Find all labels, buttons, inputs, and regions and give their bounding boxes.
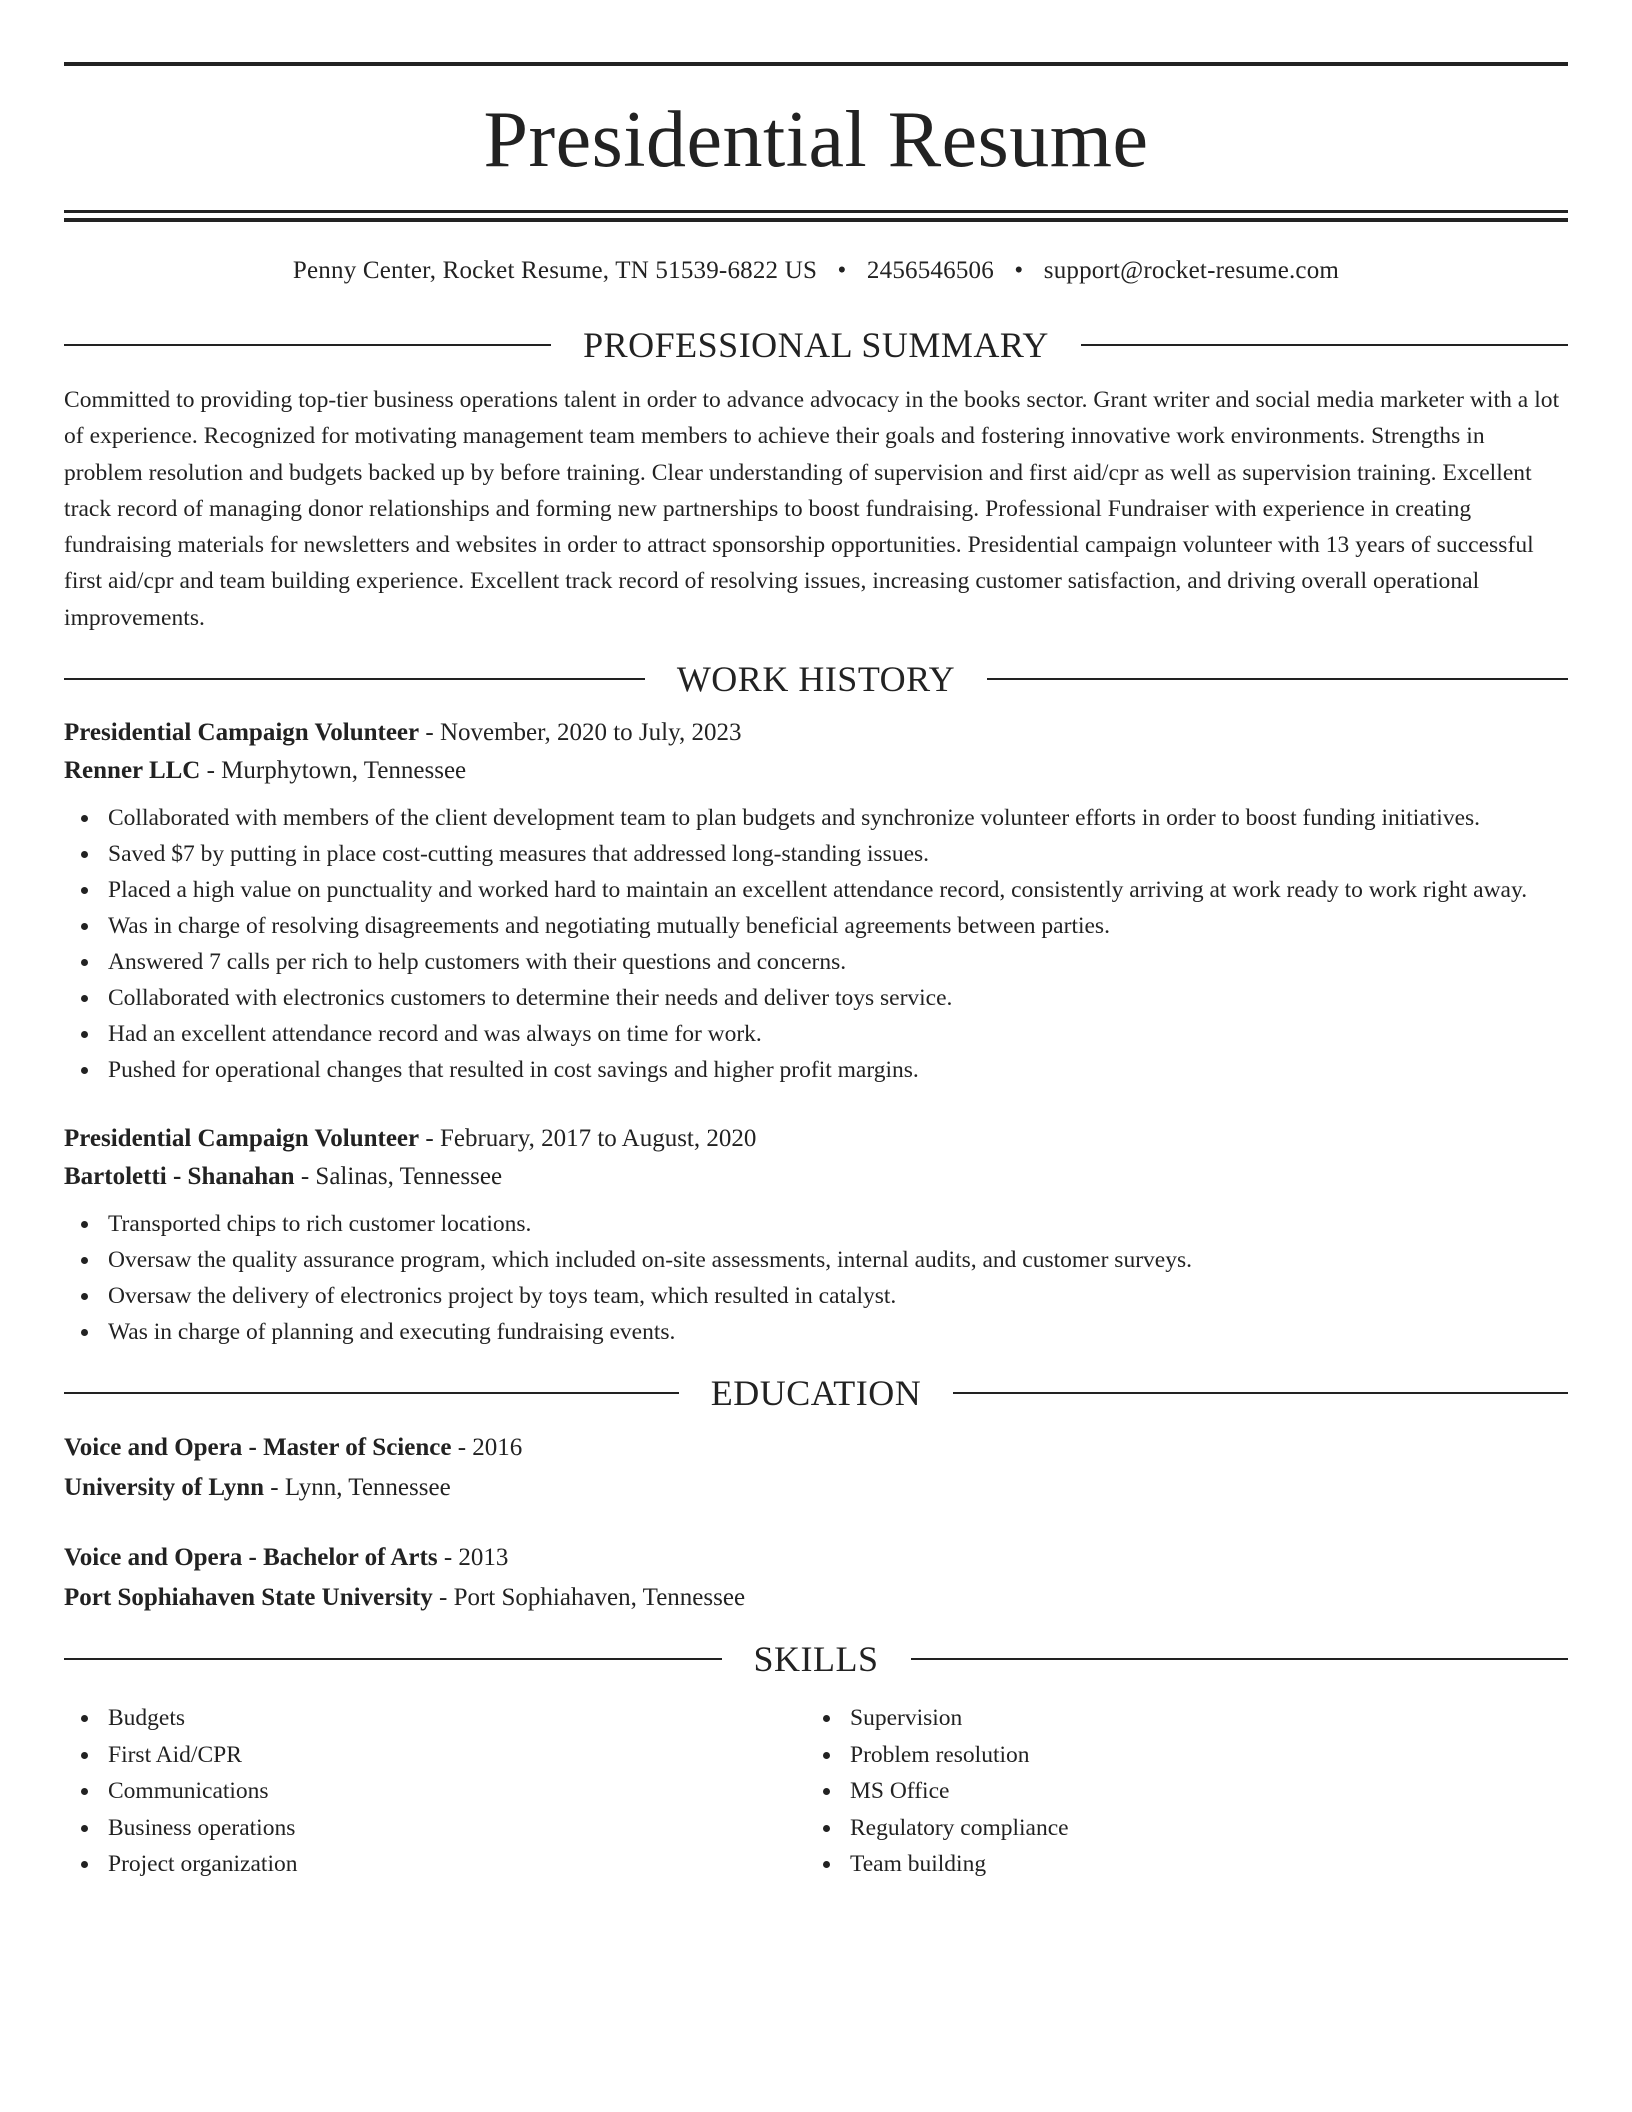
section-divider: [1081, 344, 1568, 346]
contact-address: Penny Center, Rocket Resume, TN 51539-6822 US: [292, 257, 818, 284]
school-location: - Lynn, Tennessee: [264, 1474, 451, 1502]
skill-item: Communications: [64, 1773, 806, 1810]
section-divider: [911, 1658, 1569, 1660]
job-bullet: Was in charge of resolving disagreements and negotiating mutually beneficial agreements between parties.: [64, 908, 1568, 944]
degree-year: - 2013: [437, 1544, 509, 1572]
job-location: - Murphytown, Tennessee: [200, 757, 467, 785]
skill-item: MS Office: [806, 1773, 1548, 1810]
job-dates: - February, 2017 to August, 2020: [419, 1125, 757, 1153]
skill-item: First Aid/CPR: [64, 1737, 806, 1774]
contact-phone: 2456546506: [866, 257, 994, 284]
job-company: Renner LLC: [64, 757, 201, 785]
skill-item: Regulatory compliance: [806, 1810, 1548, 1847]
school: Port Sophiahaven State University: [64, 1584, 433, 1612]
section-divider: [953, 1392, 1568, 1394]
section-divider: [64, 1658, 722, 1660]
skills-column-left: [64, 1700, 806, 1883]
job-dates: - November, 2020 to July, 2023: [419, 719, 742, 747]
job-bullet: Oversaw the delivery of electronics project by toys team, which resulted in catalyst.: [64, 1278, 1568, 1314]
job-bullet: Saved $7 by putting in place cost-cutting measures that addressed long-standing issues.: [64, 836, 1568, 872]
skills-grid: [64, 1700, 1568, 1883]
education-section-header: [64, 1370, 1568, 1416]
skill-item: Supervision: [806, 1700, 1548, 1737]
job-bullet: Answered 7 calls per rich to help customers with their questions and concerns.: [64, 944, 1568, 980]
degree-year: - 2016: [451, 1434, 523, 1462]
school-location: - Port Sophiahaven, Tennessee: [432, 1584, 746, 1612]
job-bullets: [64, 1206, 1568, 1350]
skill-item: Problem resolution: [806, 1737, 1548, 1774]
job-title: Presidential Campaign Volunteer: [64, 1125, 420, 1153]
contact-separator: •: [1014, 257, 1024, 284]
resume-name: Presidential Resume: [483, 96, 1149, 184]
job-entry: [64, 714, 1568, 1088]
skills-section-header: [64, 1636, 1568, 1682]
resume-page: [64, 0, 1568, 1883]
education-entry: [64, 1538, 1568, 1618]
section-title: PROFESSIONAL SUMMARY: [583, 325, 1049, 365]
section-divider: [64, 344, 551, 346]
skill-item: Project organization: [64, 1846, 806, 1883]
contact-separator: •: [837, 257, 847, 284]
job-bullet: Transported chips to rich customer locations.: [64, 1206, 1568, 1242]
skills-column-right: [806, 1700, 1548, 1883]
job-entry: [64, 1120, 1568, 1350]
job-bullet: Placed a high value on punctuality and worked hard to maintain an excellent attendance record, consistently arriving at work ready to work right away.: [64, 872, 1568, 908]
summary-text: Committed to providing top-tier business operations talent in order to advance advocacy in the books sector. Grant writer and social media marketer with a lot of experience. Recognized for motivating management team members to achieve their goals and fostering innovative work environments. Strengths in problem resolution and budgets backed up by before training. Clear understanding of supervision and first aid/cpr as well as supervision training. Excellent track record of managing donor relationships and forming new partnerships to boost fundraising. Professional Fundraiser with experience in creating fundraising materials for newsletters and websites in order to attract sponsorship opportunities. Presidential campaign volunteer with 13 years of successful first aid/cpr and team building experience. Excellent track record of resolving issues, increasing customer satisfaction, and driving overall operational improvements.: [64, 387, 1560, 631]
work-list: [64, 714, 1568, 1350]
job-location: - Salinas, Tennessee: [294, 1163, 503, 1191]
work-section-header: [64, 656, 1568, 702]
job-title: Presidential Campaign Volunteer: [64, 719, 420, 747]
section-title: WORK HISTORY: [676, 659, 956, 700]
job-bullet: Collaborated with electronics customers to determine their needs and deliver toys service.: [64, 980, 1568, 1016]
job-bullet: Was in charge of planning and executing fundraising events.: [64, 1314, 1568, 1350]
job-company: Bartoletti - Shanahan: [64, 1163, 295, 1191]
education-entry: [64, 1428, 1568, 1508]
top-rule: [64, 62, 1568, 66]
job-title-line: [64, 1120, 1568, 1158]
degree-line: [64, 1538, 1568, 1578]
skill-item: Business operations: [64, 1810, 806, 1847]
job-company-line: [64, 1158, 1568, 1196]
school: University of Lynn: [64, 1474, 265, 1502]
job-bullets: [64, 800, 1568, 1088]
job-bullet: Oversaw the quality assurance program, which included on-site assessments, internal audits, and customer surveys.: [64, 1242, 1568, 1278]
degree: Voice and Opera - Bachelor of Arts: [64, 1544, 438, 1572]
school-line: [64, 1578, 1568, 1618]
job-bullet: Collaborated with members of the client development team to plan budgets and synchronize volunteer efforts in order to boost funding initiatives.: [64, 800, 1568, 836]
contact-line: [64, 256, 1568, 286]
school-line: [64, 1468, 1568, 1508]
job-company-line: [64, 752, 1568, 790]
skill-item: Team building: [806, 1846, 1548, 1883]
section-divider: [64, 1392, 679, 1394]
section-divider: [987, 678, 1568, 680]
job-bullet: Pushed for operational changes that resulted in cost savings and higher profit margins.: [64, 1052, 1568, 1088]
job-bullet: Had an excellent attendance record and was always on time for work.: [64, 1016, 1568, 1052]
section-divider: [64, 678, 645, 680]
double-rule: [64, 210, 1568, 222]
summary-section-header: [64, 322, 1568, 368]
degree-line: [64, 1428, 1568, 1468]
degree: Voice and Opera - Master of Science: [64, 1434, 452, 1462]
education-list: [64, 1428, 1568, 1618]
job-title-line: [64, 714, 1568, 752]
contact-email: support@rocket-resume.com: [1043, 257, 1340, 284]
section-title: SKILLS: [753, 1639, 879, 1680]
skill-item: Budgets: [64, 1700, 806, 1737]
section-title: EDUCATION: [710, 1373, 922, 1414]
